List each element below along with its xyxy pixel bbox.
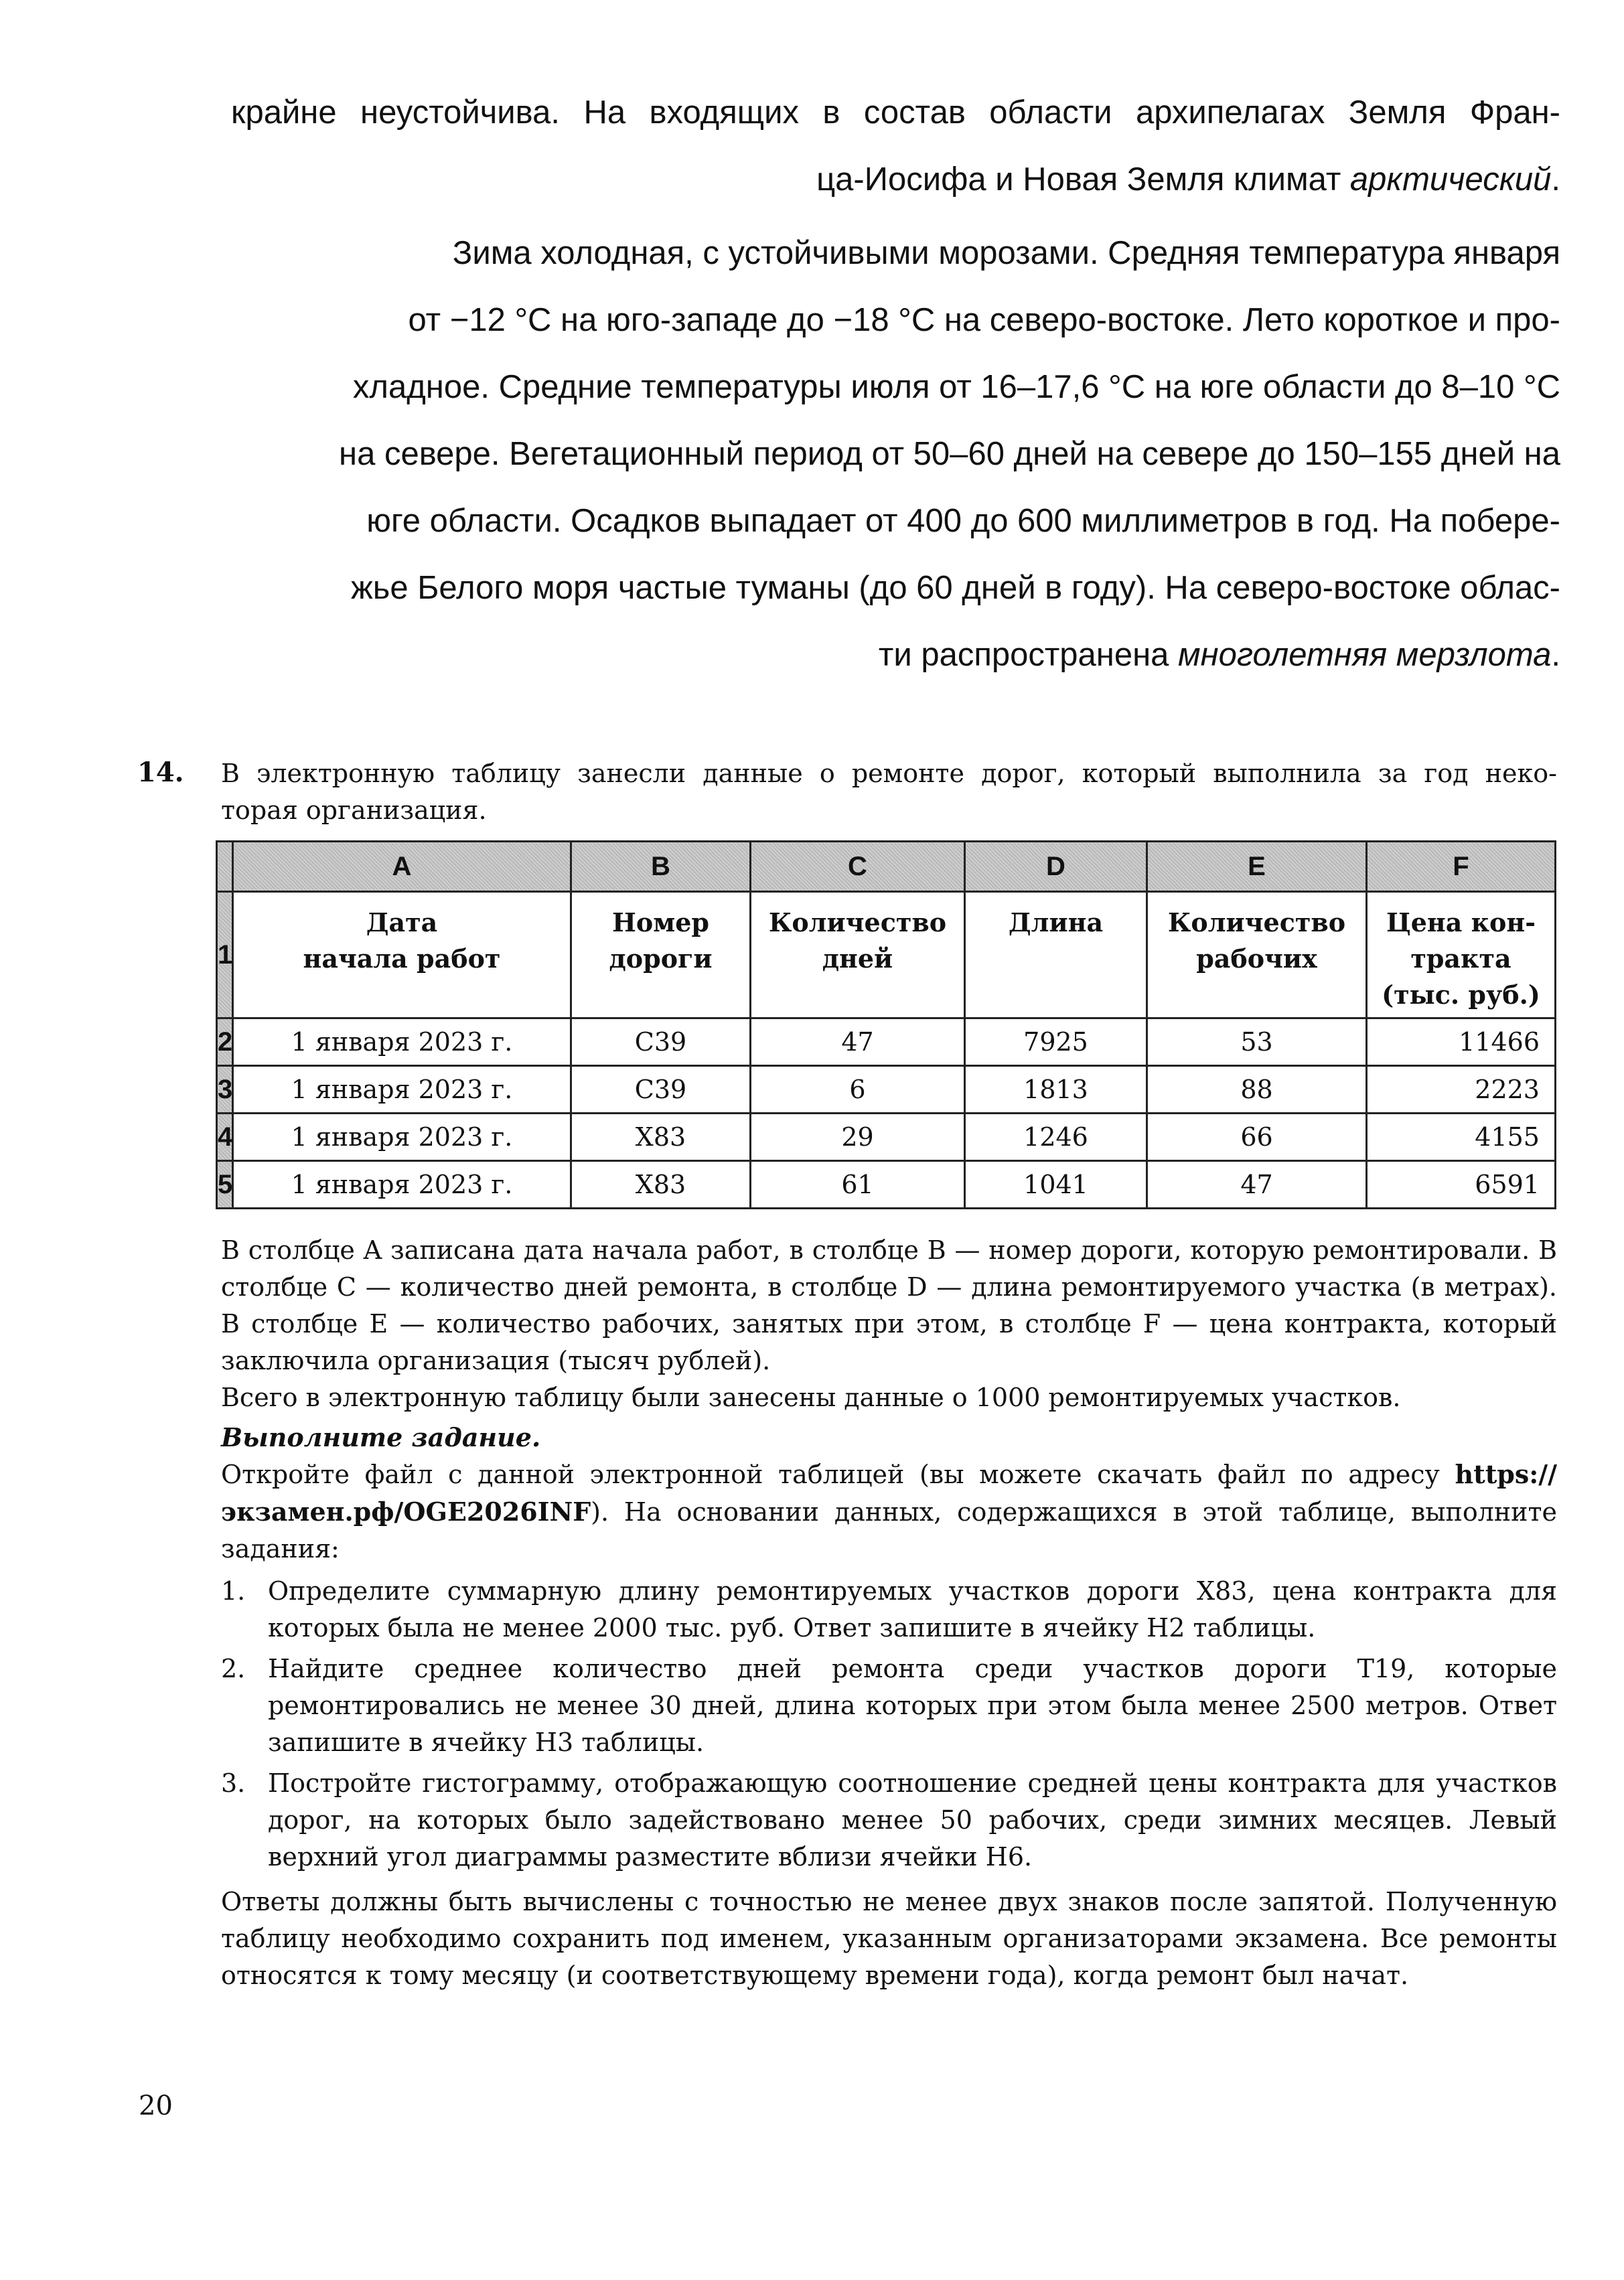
cell-length: 1041 xyxy=(965,1161,1147,1209)
cell-workers: 53 xyxy=(1147,1018,1367,1066)
table-row xyxy=(217,1066,1556,1114)
subtask-text: Определите суммарную длину ремонтируемых участков дороги Х83, цена контракта для которых была не менее 2000 тыс. руб. Ответ запишите в ячейку H2 таблицы. xyxy=(268,1576,1557,1643)
subtask-item xyxy=(221,1573,1557,1647)
cell-price: 11466 xyxy=(1367,1018,1556,1066)
table-row xyxy=(217,1114,1556,1161)
row-number: 4 xyxy=(217,1114,233,1161)
cell-date: 1 января 2023 г. xyxy=(233,1114,571,1161)
subtask-list xyxy=(221,1573,1557,1876)
text-line: от −12 °С на юго-западе до −18 °С на северо-востоке. Лето короткое и про- xyxy=(408,302,1560,338)
cell-date: 1 января 2023 г. xyxy=(233,1161,571,1209)
text-line: Зима холодная, с устойчивыми морозами. Средняя температура января xyxy=(452,235,1560,271)
subtask-number: 2. xyxy=(221,1654,246,1683)
header-workers: Количество рабочих xyxy=(1147,892,1367,1018)
geography-text-block xyxy=(231,79,1560,688)
cell-price: 6591 xyxy=(1367,1161,1556,1209)
column-header-a: A xyxy=(233,842,571,892)
columns-description: В столбце A записана дата начала работ, в столбце B — номер дороги, которую ремонтировали. В столбце C — количество дней ремонта, в столбце D — длина ремонтируемого участка (в метрах). В столбце E — количество рабочих, занятых при этом, в столбце F — цена контракта, который заключила организация (тысяч рублей). xyxy=(221,1235,1557,1375)
table-header-row xyxy=(217,892,1556,1018)
spreadsheet-table xyxy=(216,840,1556,1209)
cell-days: 6 xyxy=(751,1066,965,1114)
cell-workers: 66 xyxy=(1147,1114,1367,1161)
cell-price: 4155 xyxy=(1367,1114,1556,1161)
column-header-b: B xyxy=(571,842,751,892)
row-number: 3 xyxy=(217,1066,233,1114)
cell-price: 2223 xyxy=(1367,1066,1556,1114)
cell-road: Х83 xyxy=(571,1114,751,1161)
subtask-item xyxy=(221,1765,1557,1876)
row-number: 2 xyxy=(217,1018,233,1066)
corner-cell xyxy=(217,842,233,892)
header-date: Дата начала работ xyxy=(233,892,571,1018)
cell-days: 61 xyxy=(751,1161,965,1209)
table-row xyxy=(217,1161,1556,1209)
column-header-c: C xyxy=(751,842,965,892)
table-row xyxy=(217,1018,1556,1066)
cell-days: 47 xyxy=(751,1018,965,1066)
cell-workers: 47 xyxy=(1147,1161,1367,1209)
subtask-text: Найдите среднее количество дней ремонта среди участков дороги Т19, которые ремонтировались не менее 30 дней, длина которых при этом была менее 2500 метров. Ответ запишите в ячейку H3 таблицы. xyxy=(268,1654,1557,1757)
cell-date: 1 января 2023 г. xyxy=(233,1066,571,1114)
column-header-e: E xyxy=(1147,842,1367,892)
open-file-instruction: Откройте файл с данной электронной таблицей (вы можете скачать файл по адресу https://экзамен.рф/OGE2026INF). На основании данных, содержащихся в этой таблице, выполните задания: xyxy=(221,1459,1557,1564)
header-road: Номер дороги xyxy=(571,892,751,1018)
header-length: Длина xyxy=(965,892,1147,1018)
cell-road: С39 xyxy=(571,1018,751,1066)
task-intro xyxy=(221,755,1557,829)
subtask-text: Постройте гистограмму, отображающую соотношение средней цены контракта для участков дорог, на которых было задействовано менее 50 рабочих, среди зимних месяцев. Левый верхний угол диаграммы разместите вблизи ячейки H6. xyxy=(268,1768,1557,1872)
page-number: 20 xyxy=(139,2091,173,2121)
task-intro-line: торая организация. xyxy=(221,795,487,825)
text-line: ца-Иосифа и Новая Земля климат арктический. xyxy=(816,161,1560,198)
text-line: жье Белого моря частые туманы (до 60 дней в году). На северо-востоке облас- xyxy=(351,570,1560,606)
cell-date: 1 января 2023 г. xyxy=(233,1018,571,1066)
subtask-number: 3. xyxy=(221,1768,246,1798)
assignment-heading: Выполните задание. xyxy=(221,1422,541,1452)
task-number: 14. xyxy=(137,757,184,788)
file-url-link[interactable]: https://экзамен.рф/OGE2026INF xyxy=(221,1459,1557,1527)
cell-days: 29 xyxy=(751,1114,965,1161)
records-count-note: Всего в электронную таблицу были занесены данные о 1000 ремонтируемых участков. xyxy=(221,1383,1401,1412)
column-header-f: F xyxy=(1367,842,1556,892)
cell-workers: 88 xyxy=(1147,1066,1367,1114)
cell-road: С39 xyxy=(571,1066,751,1114)
closing-note: Ответы должны быть вычислены с точностью не менее двух знаков после запятой. Полученную таблицу необходимо сохранить под именем, указанным организаторами экзамена. Все ремонты относятся к тому месяцу (и соответствующему времени года), когда ремонт был начат. xyxy=(221,1887,1557,1990)
column-header-row xyxy=(217,842,1556,892)
header-days: Количество дней xyxy=(751,892,965,1018)
text-line: на севере. Вегетационный период от 50–60 дней на севере до 150–155 дней на xyxy=(339,436,1560,472)
text-line: ти распространена многолетняя мерзлота. xyxy=(878,637,1560,673)
cell-length: 1246 xyxy=(965,1114,1147,1161)
text-line: хладное. Средние температуры июля от 16–17,6 °С на юге области до 8–10 °С xyxy=(352,369,1560,405)
header-price: Цена кон- тракта (тыс. руб.) xyxy=(1367,892,1556,1018)
column-header-d: D xyxy=(965,842,1147,892)
cell-road: Х83 xyxy=(571,1161,751,1209)
row-number: 1 xyxy=(217,892,233,1018)
subtask-number: 1. xyxy=(221,1576,246,1606)
row-number: 5 xyxy=(217,1161,233,1209)
italic-term: арктический xyxy=(1349,161,1552,198)
text-line: крайне неустойчива. На входящих в состав области архипелагах Земля Фран- xyxy=(231,94,1560,131)
italic-term: многолетняя мерзлота xyxy=(1178,637,1552,673)
task-intro-line: В электронную таблицу занесли данные о ремонте дорог, который выполнила за год неко- xyxy=(221,759,1557,788)
task-description xyxy=(221,1232,1557,1994)
cell-length: 1813 xyxy=(965,1066,1147,1114)
cell-length: 7925 xyxy=(965,1018,1147,1066)
text-line: юге области. Осадков выпадает от 400 до 600 миллиметров в год. На побере- xyxy=(366,503,1560,539)
subtask-item xyxy=(221,1651,1557,1761)
